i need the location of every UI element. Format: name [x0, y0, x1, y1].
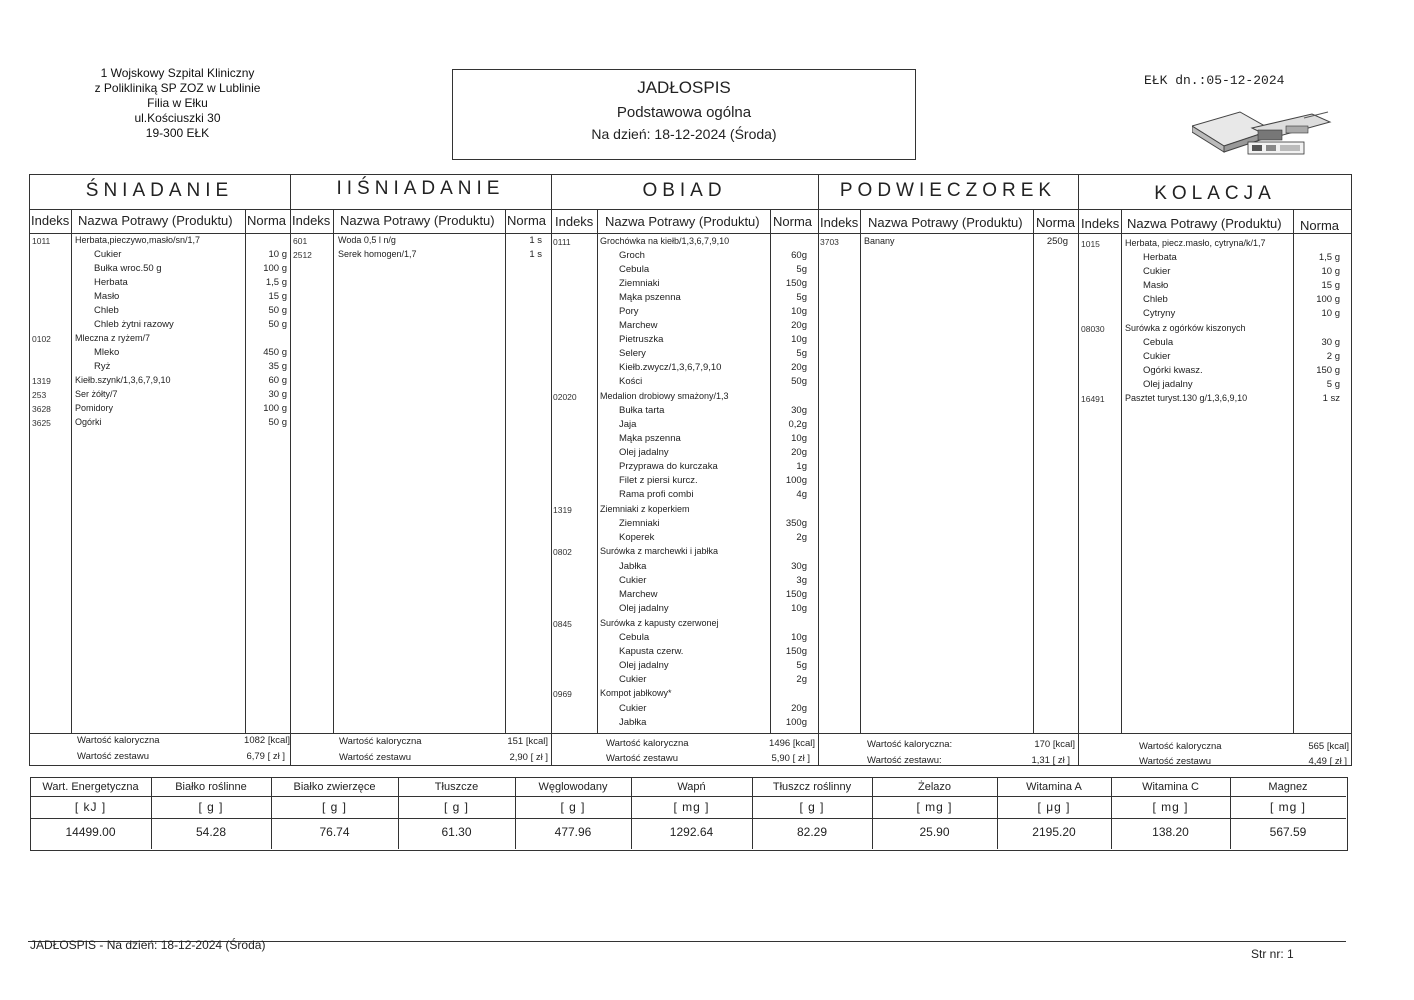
row-norm: 150 g: [1316, 365, 1340, 376]
row-index: 1015: [1081, 239, 1100, 249]
row-norm: 100g: [785, 475, 807, 486]
cost-label: Wartość zestawu: [1139, 756, 1211, 767]
row-index: 1011: [32, 236, 51, 246]
row-norm: 10 g: [1321, 266, 1340, 277]
ingredient-name: Chleb: [94, 305, 119, 316]
ingredient-name: Jaja: [619, 419, 637, 430]
ingredient-name: Cebula: [619, 632, 650, 643]
row-index: 0969: [553, 689, 572, 699]
nutrient-value: 76.74: [319, 825, 350, 839]
row-norm: 1 s: [529, 235, 542, 246]
summary-divider: [29, 733, 1352, 734]
row-index: 1319: [32, 376, 51, 386]
row-norm: 100 g: [263, 263, 287, 274]
row-norm: 10 g: [268, 249, 287, 260]
ingredient-name: Kapusta czerw.: [619, 646, 684, 657]
row-index: 02020: [553, 392, 577, 402]
row-norm: 1g: [796, 461, 807, 472]
row-index: 2512: [293, 250, 312, 260]
row-norm: 0,2g: [788, 419, 807, 430]
row-norm: 30 g: [1321, 337, 1340, 348]
footer-title: JADŁOSPIS - Na dzień: 18-12-2024 (Środa): [30, 938, 266, 952]
col-divider: [333, 209, 334, 733]
nutrient-value: 25.90: [919, 825, 950, 839]
nutrient-name: Witamina C: [1142, 781, 1199, 793]
nutrient-unit: [ g ]: [560, 800, 586, 814]
ingredient-name: Cukier: [619, 674, 647, 685]
col-header-name: Nazwa Potrawy (Produktu): [340, 213, 495, 228]
row-index: 3703: [820, 237, 839, 247]
row-norm: 10g: [791, 433, 807, 444]
nutrient-unit: [ mg ]: [916, 800, 953, 814]
nutrient-value: 14499.00: [65, 825, 116, 839]
ingredient-name: Masło: [94, 291, 120, 302]
nutrient-unit: [ g ]: [799, 800, 825, 814]
row-norm: 100 g: [1316, 294, 1340, 305]
nutrient-value: 61.30: [441, 825, 472, 839]
dish-name: Serek homogen/1,7: [338, 249, 417, 259]
ingredient-name: Selery: [619, 348, 646, 359]
row-index: 253: [32, 390, 47, 400]
ingredient-name: Mleko: [94, 347, 120, 358]
ingredient-name: Chleb żytni razowy: [94, 319, 174, 330]
col-header-name: Nazwa Potrawy (Produktu): [868, 215, 1023, 230]
ingredient-name: Cukier: [619, 575, 647, 586]
kcal-label: Wartość kaloryczna:: [867, 739, 953, 750]
ingredient-name: Kiełb.zwycz/1,3,6,7,9,10: [619, 362, 722, 373]
row-norm: 50 g: [268, 319, 287, 330]
ingredient-name: Ziemniaki: [619, 518, 660, 529]
col-header-norm: Norma: [507, 213, 547, 228]
ingredient-name: Groch: [619, 250, 645, 261]
ingredient-name: Cebula: [619, 264, 650, 275]
row-norm: 50 g: [268, 417, 287, 428]
row-norm: 1 s: [529, 249, 542, 260]
row-norm: 2g: [796, 532, 807, 543]
row-index: 0845: [553, 619, 572, 629]
cost-label: Wartość zestawu:: [867, 755, 942, 766]
col-divider: [1033, 209, 1034, 733]
row-norm: 10g: [791, 632, 807, 643]
row-index: 08030: [1081, 324, 1105, 334]
nutrient-name: Magnez: [1268, 781, 1308, 793]
ingredient-name: Cytryny: [1143, 308, 1176, 319]
nutrient-name: Białko roślinne: [175, 781, 247, 793]
nutrient-unit: [ g ]: [443, 800, 469, 814]
col-divider: [505, 209, 506, 733]
row-norm: 60 g: [268, 375, 287, 386]
nutrient-value: 567.59: [1269, 825, 1307, 839]
dish-name: Pomidory: [75, 403, 114, 413]
row-index: 0102: [32, 334, 51, 344]
row-norm: 20g: [791, 362, 807, 373]
dish-name: Mleczna z ryżem/7: [75, 333, 151, 343]
row-norm: 5g: [796, 264, 807, 275]
nutrient-name: Węglowodany: [538, 781, 608, 793]
dish-name: Surówka z marchewki i jabłka: [600, 546, 719, 556]
nutrient-unit: [ mg ]: [673, 800, 710, 814]
scanner-logo-icon: [1192, 108, 1332, 160]
nutrient-value: 2195.20: [1032, 825, 1076, 839]
hospital-line-2: z Polikliniką SP ZOZ w Lublinie: [94, 81, 261, 95]
row-norm: 10g: [791, 603, 807, 614]
col-header-name: Nazwa Potrawy (Produktu): [605, 214, 760, 229]
meal-divider: [551, 174, 552, 766]
cost-value: 6,79 [ zł ]: [246, 751, 285, 762]
cost-value: 2,90 [ zł ]: [509, 752, 548, 763]
dish-name: Ser żółty/7: [75, 389, 118, 399]
row-norm: 5 g: [1326, 379, 1340, 390]
row-index: 1319: [553, 505, 572, 515]
row-norm: 100g: [785, 717, 807, 728]
col-header-norm: Norma: [247, 213, 287, 228]
nutrient-name: Białko zwierzęce: [293, 781, 376, 793]
ingredient-name: Pietruszka: [619, 334, 664, 345]
col-header-index: Indeks: [31, 213, 70, 228]
column-header-divider: [29, 233, 1352, 234]
nutrient-unit: [ g ]: [198, 800, 224, 814]
col-header-index: Indeks: [555, 214, 594, 229]
meal-title-dinner: KOLACJA: [1154, 183, 1276, 204]
nutrient-unit: [ g ]: [321, 800, 347, 814]
row-norm: 450 g: [263, 347, 287, 358]
ingredient-name: Pory: [619, 306, 639, 317]
row-index: 0802: [553, 547, 572, 557]
ingredient-name: Ziemniaki: [619, 278, 660, 289]
dish-name: Ogórki: [75, 417, 102, 427]
ingredient-name: Olej jadalny: [619, 447, 669, 458]
row-norm: 2 g: [1326, 351, 1340, 362]
ingredient-name: Cukier: [1143, 351, 1171, 362]
kcal-value: 565 [kcal]: [1308, 741, 1349, 752]
hospital-line-1: 1 Wojskowy Szpital Kliniczny: [100, 66, 255, 80]
ingredient-name: Mąka pszenna: [619, 292, 681, 303]
nutrient-name: Tłuszcze: [434, 781, 479, 793]
meal-title-lunch: OBIAD: [642, 180, 727, 201]
ingredient-name: Cukier: [94, 249, 122, 260]
kcal-label: Wartość kaloryczna: [339, 736, 422, 747]
dish-name: Banany: [864, 236, 895, 246]
col-header-name: Nazwa Potrawy (Produktu): [1127, 216, 1282, 231]
col-header-index: Indeks: [820, 215, 859, 230]
nutrition-divider: [30, 796, 1346, 797]
kcal-label: Wartość kaloryczna: [1139, 741, 1222, 752]
ingredient-name: Ogórki kwasz.: [1143, 365, 1203, 376]
hospital-line-4: ul.Kościuszki 30: [134, 111, 221, 125]
dish-name: Grochówka na kiełb/1,3,6,7,9,10: [600, 236, 730, 246]
nutrient-name: Wapń: [677, 781, 706, 793]
dish-name: Pasztet turyst.130 g/1,3,6,9,10: [1125, 393, 1248, 403]
meal-title-afternoon-snack: PODWIECZOREK: [839, 180, 1057, 201]
row-norm: 250g: [1046, 236, 1068, 247]
row-norm: 2g: [796, 674, 807, 685]
page-title: JADŁOSPIS: [637, 78, 731, 97]
row-norm: 20g: [791, 320, 807, 331]
row-index: 0111: [553, 237, 571, 247]
row-norm: 150g: [785, 589, 807, 600]
kcal-value: 1496 [kcal]: [769, 738, 815, 749]
row-norm: 60g: [791, 250, 807, 261]
col-divider: [860, 209, 861, 733]
ingredient-name: Ryż: [94, 361, 111, 372]
row-norm: 150g: [785, 646, 807, 657]
dish-name: Ziemniaki z koperkiem: [600, 504, 690, 514]
ingredient-name: Olej jadalny: [619, 603, 669, 614]
cost-value: 4,49 [ zł ]: [1308, 756, 1347, 767]
row-norm: 35 g: [268, 361, 287, 372]
row-norm: 50 g: [268, 305, 287, 316]
menu-date: Na dzień: 18-12-2024 (Środa): [591, 126, 777, 142]
ingredient-name: Bułka tarta: [619, 405, 665, 416]
ingredient-name: Przyprawa do kurczaka: [619, 461, 718, 472]
ingredient-name: Olej jadalny: [619, 660, 669, 671]
nutrient-value: 1292.64: [669, 825, 714, 839]
nutrient-name: Tłuszcz roślinny: [772, 781, 852, 793]
ingredient-name: Rama profi combi: [619, 489, 694, 500]
meal-divider: [1078, 174, 1079, 766]
ingredient-name: Cukier: [619, 703, 647, 714]
dish-name: Surówka z kapusty czerwonej: [600, 618, 719, 628]
meal-title-breakfast: ŚNIADANIE: [85, 180, 234, 201]
nutrient-unit: [ mg ]: [1269, 800, 1306, 814]
row-norm: 4g: [796, 489, 807, 500]
row-norm: 20g: [791, 703, 807, 714]
ingredient-name: Herbata: [94, 277, 128, 288]
ingredient-name: Marchew: [619, 320, 658, 331]
nutrient-unit: [ kJ ]: [74, 800, 107, 814]
meal-divider: [290, 174, 291, 766]
row-norm: 10g: [791, 306, 807, 317]
dish-name: Surówka z ogórków kiszonych: [1125, 323, 1246, 333]
ingredient-name: Jabłka: [619, 717, 647, 728]
issue-date: EŁK dn.:05-12-2024: [1144, 73, 1285, 88]
row-norm: 3g: [796, 575, 807, 586]
row-norm: 15 g: [268, 291, 287, 302]
dish-name: Herbata, piecz.masło, cytryna/k/1,7: [1125, 238, 1266, 248]
col-header-index: Indeks: [292, 213, 331, 228]
ingredient-name: Herbata: [1143, 252, 1177, 263]
dish-name: Kiełb.szynk/1,3,6,7,9,10: [75, 375, 171, 385]
nutrient-unit: [ μg ]: [1037, 800, 1071, 814]
row-norm: 20g: [791, 447, 807, 458]
ingredient-name: Mąka pszenna: [619, 433, 681, 444]
nutrient-name: Witamina A: [1026, 781, 1082, 793]
hospital-line-5: 19-300 EŁK: [145, 126, 210, 140]
ingredient-name: Cebula: [1143, 337, 1174, 348]
col-header-norm: Norma: [773, 214, 813, 229]
dish-name: Medalion drobiowy smażony/1,3: [600, 391, 729, 401]
row-index: 601: [293, 236, 308, 246]
cost-label: Wartość zestawu: [606, 753, 678, 764]
row-norm: 150g: [785, 278, 807, 289]
row-norm: 1,5 g: [265, 277, 287, 288]
row-norm: 350g: [785, 518, 807, 529]
col-divider: [71, 209, 72, 733]
meal-title-divider: [29, 209, 1352, 210]
cost-value: 1,31 [ zł ]: [1031, 755, 1070, 766]
kcal-value: 1082 [kcal]: [244, 735, 290, 746]
row-norm: 1,5 g: [1318, 252, 1340, 263]
row-norm: 5g: [796, 348, 807, 359]
row-norm: 100 g: [263, 403, 287, 414]
ingredient-name: Jabłka: [619, 561, 647, 572]
ingredient-name: Filet z piersi kurcz.: [619, 475, 698, 486]
kcal-label: Wartość kaloryczna: [606, 738, 689, 749]
meal-divider: [818, 174, 819, 766]
dish-name: Kompot jabłkowy*: [600, 688, 672, 698]
ingredient-name: Koperek: [619, 532, 655, 543]
page-number: Str nr: 1: [1251, 947, 1294, 961]
hospital-line-3: Filia w Ełku: [147, 96, 208, 110]
col-header-norm: Norma: [1036, 215, 1076, 230]
ingredient-name: Marchew: [619, 589, 658, 600]
col-header-name: Nazwa Potrawy (Produktu): [78, 213, 233, 228]
cost-label: Wartość zestawu: [339, 752, 411, 763]
row-norm: 30 g: [268, 389, 287, 400]
col-divider: [597, 209, 598, 733]
nutrient-name: Żelazo: [917, 781, 952, 793]
nutrient-value: 82.29: [796, 825, 828, 839]
nutrition-divider: [30, 818, 1346, 819]
nutrient-value: 54.28: [195, 825, 227, 839]
hospital-address: [60, 66, 295, 141]
title-box: [452, 69, 916, 160]
kcal-value: 170 [kcal]: [1034, 739, 1075, 750]
row-norm: 30g: [791, 561, 807, 572]
row-norm: 10g: [791, 334, 807, 345]
ingredient-name: Kości: [619, 376, 643, 387]
row-index: 3625: [32, 418, 51, 428]
ingredient-name: Masło: [1143, 280, 1169, 291]
row-norm: 50g: [791, 376, 807, 387]
row-norm: 5g: [796, 292, 807, 303]
ingredient-name: Bułka wroc.50 g: [94, 263, 162, 274]
col-header-norm: Norma: [1300, 218, 1340, 233]
meal-title-second-breakfast: IIŚNIADANIE: [336, 178, 505, 199]
nutrient-value: 477.96: [554, 825, 592, 839]
nutrient-unit: [ mg ]: [1152, 800, 1189, 814]
dish-name: Woda 0,5 l n/g: [338, 235, 396, 245]
kcal-label: Wartość kaloryczna: [77, 735, 160, 746]
ingredient-name: Cukier: [1143, 266, 1171, 277]
ingredient-name: Chleb: [1143, 294, 1168, 305]
row-index: 3628: [32, 404, 51, 414]
page-subtitle: Podstawowa ogólna: [616, 104, 752, 121]
row-norm: 1 sz: [1322, 393, 1340, 404]
row-index: 16491: [1081, 394, 1105, 404]
col-header-index: Indeks: [1081, 216, 1120, 231]
col-divider: [1121, 209, 1122, 733]
dish-name: Herbata,pieczywo,masło/sn/1,7: [75, 235, 201, 245]
nutrient-name: Wart. Energetyczna: [42, 781, 139, 793]
cost-label: Wartość zestawu: [77, 751, 149, 762]
row-norm: 30g: [791, 405, 807, 416]
cost-value: 5,90 [ zł ]: [771, 753, 810, 764]
kcal-value: 151 [kcal]: [507, 736, 548, 747]
row-norm: 10 g: [1321, 308, 1340, 319]
row-norm: 5g: [796, 660, 807, 671]
nutrient-value: 138.20: [1152, 825, 1189, 839]
row-norm: 15 g: [1321, 280, 1340, 291]
ingredient-name: Olej jadalny: [1143, 379, 1193, 390]
